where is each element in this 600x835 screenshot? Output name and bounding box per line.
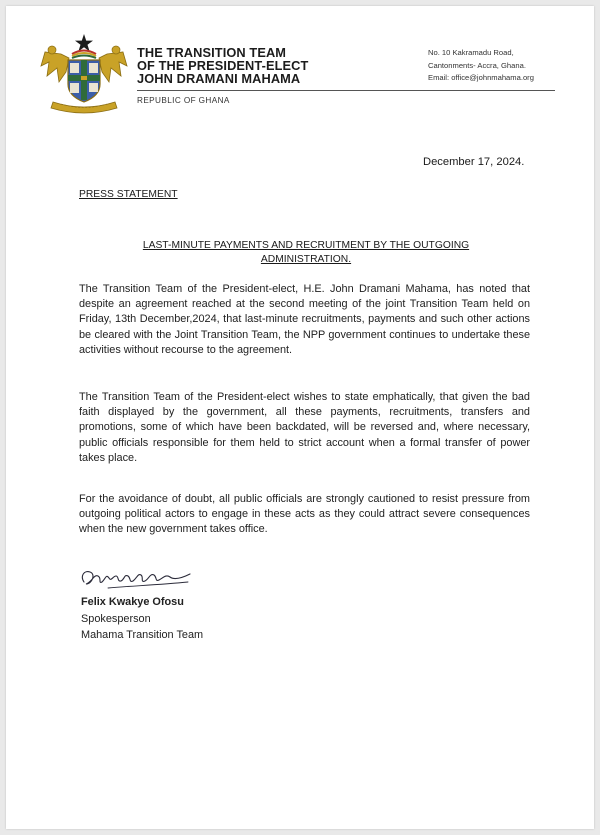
- address-email: Email: office@johnmahama.org: [428, 73, 534, 82]
- address-block: [428, 47, 534, 85]
- address-line-1: No. 10 Kakramadu Road,: [428, 48, 514, 57]
- signatory-block: [81, 594, 203, 644]
- signatory-title: Spokesperson: [81, 612, 151, 625]
- document-type: PRESS STATEMENT: [79, 189, 178, 200]
- statement-headline: [90, 239, 522, 267]
- ghana-coat-of-arms-icon: [39, 32, 129, 116]
- letter-page: [6, 6, 594, 829]
- organization-name: [137, 46, 308, 85]
- letter-date: December 17, 2024.: [423, 156, 525, 168]
- org-name-line-2: OF THE PRESIDENT-ELECT: [137, 58, 309, 73]
- org-name-line-3: JOHN DRAMANI MAHAMA: [137, 71, 301, 86]
- republic-label: REPUBLIC OF GHANA: [137, 96, 230, 105]
- handwritten-signature: [78, 564, 198, 592]
- headline-line-1: LAST-MINUTE PAYMENTS AND RECRUITMENT BY THE OUTGOING: [142, 240, 470, 251]
- org-name-line-1: THE TRANSITION TEAM: [137, 45, 287, 60]
- header-divider: [137, 90, 555, 91]
- body-paragraph: The Transition Team of the President-elect, H.E. John Dramani Mahama, has noted that despite an agreement reached at the second meeting of the joint Transition Team held on Friday, 13th December,2024, that last-minute recruitments, payments and such other actions be cleared with the Joint Transition Team, the NPP government continues to undertake these activities without recourse to the agreement.: [79, 283, 530, 356]
- body-paragraph: For the avoidance of doubt, all public officials are strongly cautioned to resist pressure from outgoing political actors to engage in these acts as they could attract severe consequences when the new government takes office.: [79, 493, 530, 536]
- signatory-name: Felix Kwakye Ofosu: [81, 596, 184, 608]
- signatory-organization: Mahama Transition Team: [81, 629, 204, 641]
- headline-line-2: ADMINISTRATION.: [260, 254, 352, 265]
- address-line-2: Cantonments- Accra, Ghana.: [428, 60, 526, 70]
- body-paragraph: The Transition Team of the President-elect wishes to state emphatically, that given the bad faith displayed by the government, all these payments, recruitments, transfers and promotions, some of which have been backdated, will be reversed and, where necessary, public officials responsible for them held to strict account when a formal transfer of power takes place.: [79, 391, 530, 464]
